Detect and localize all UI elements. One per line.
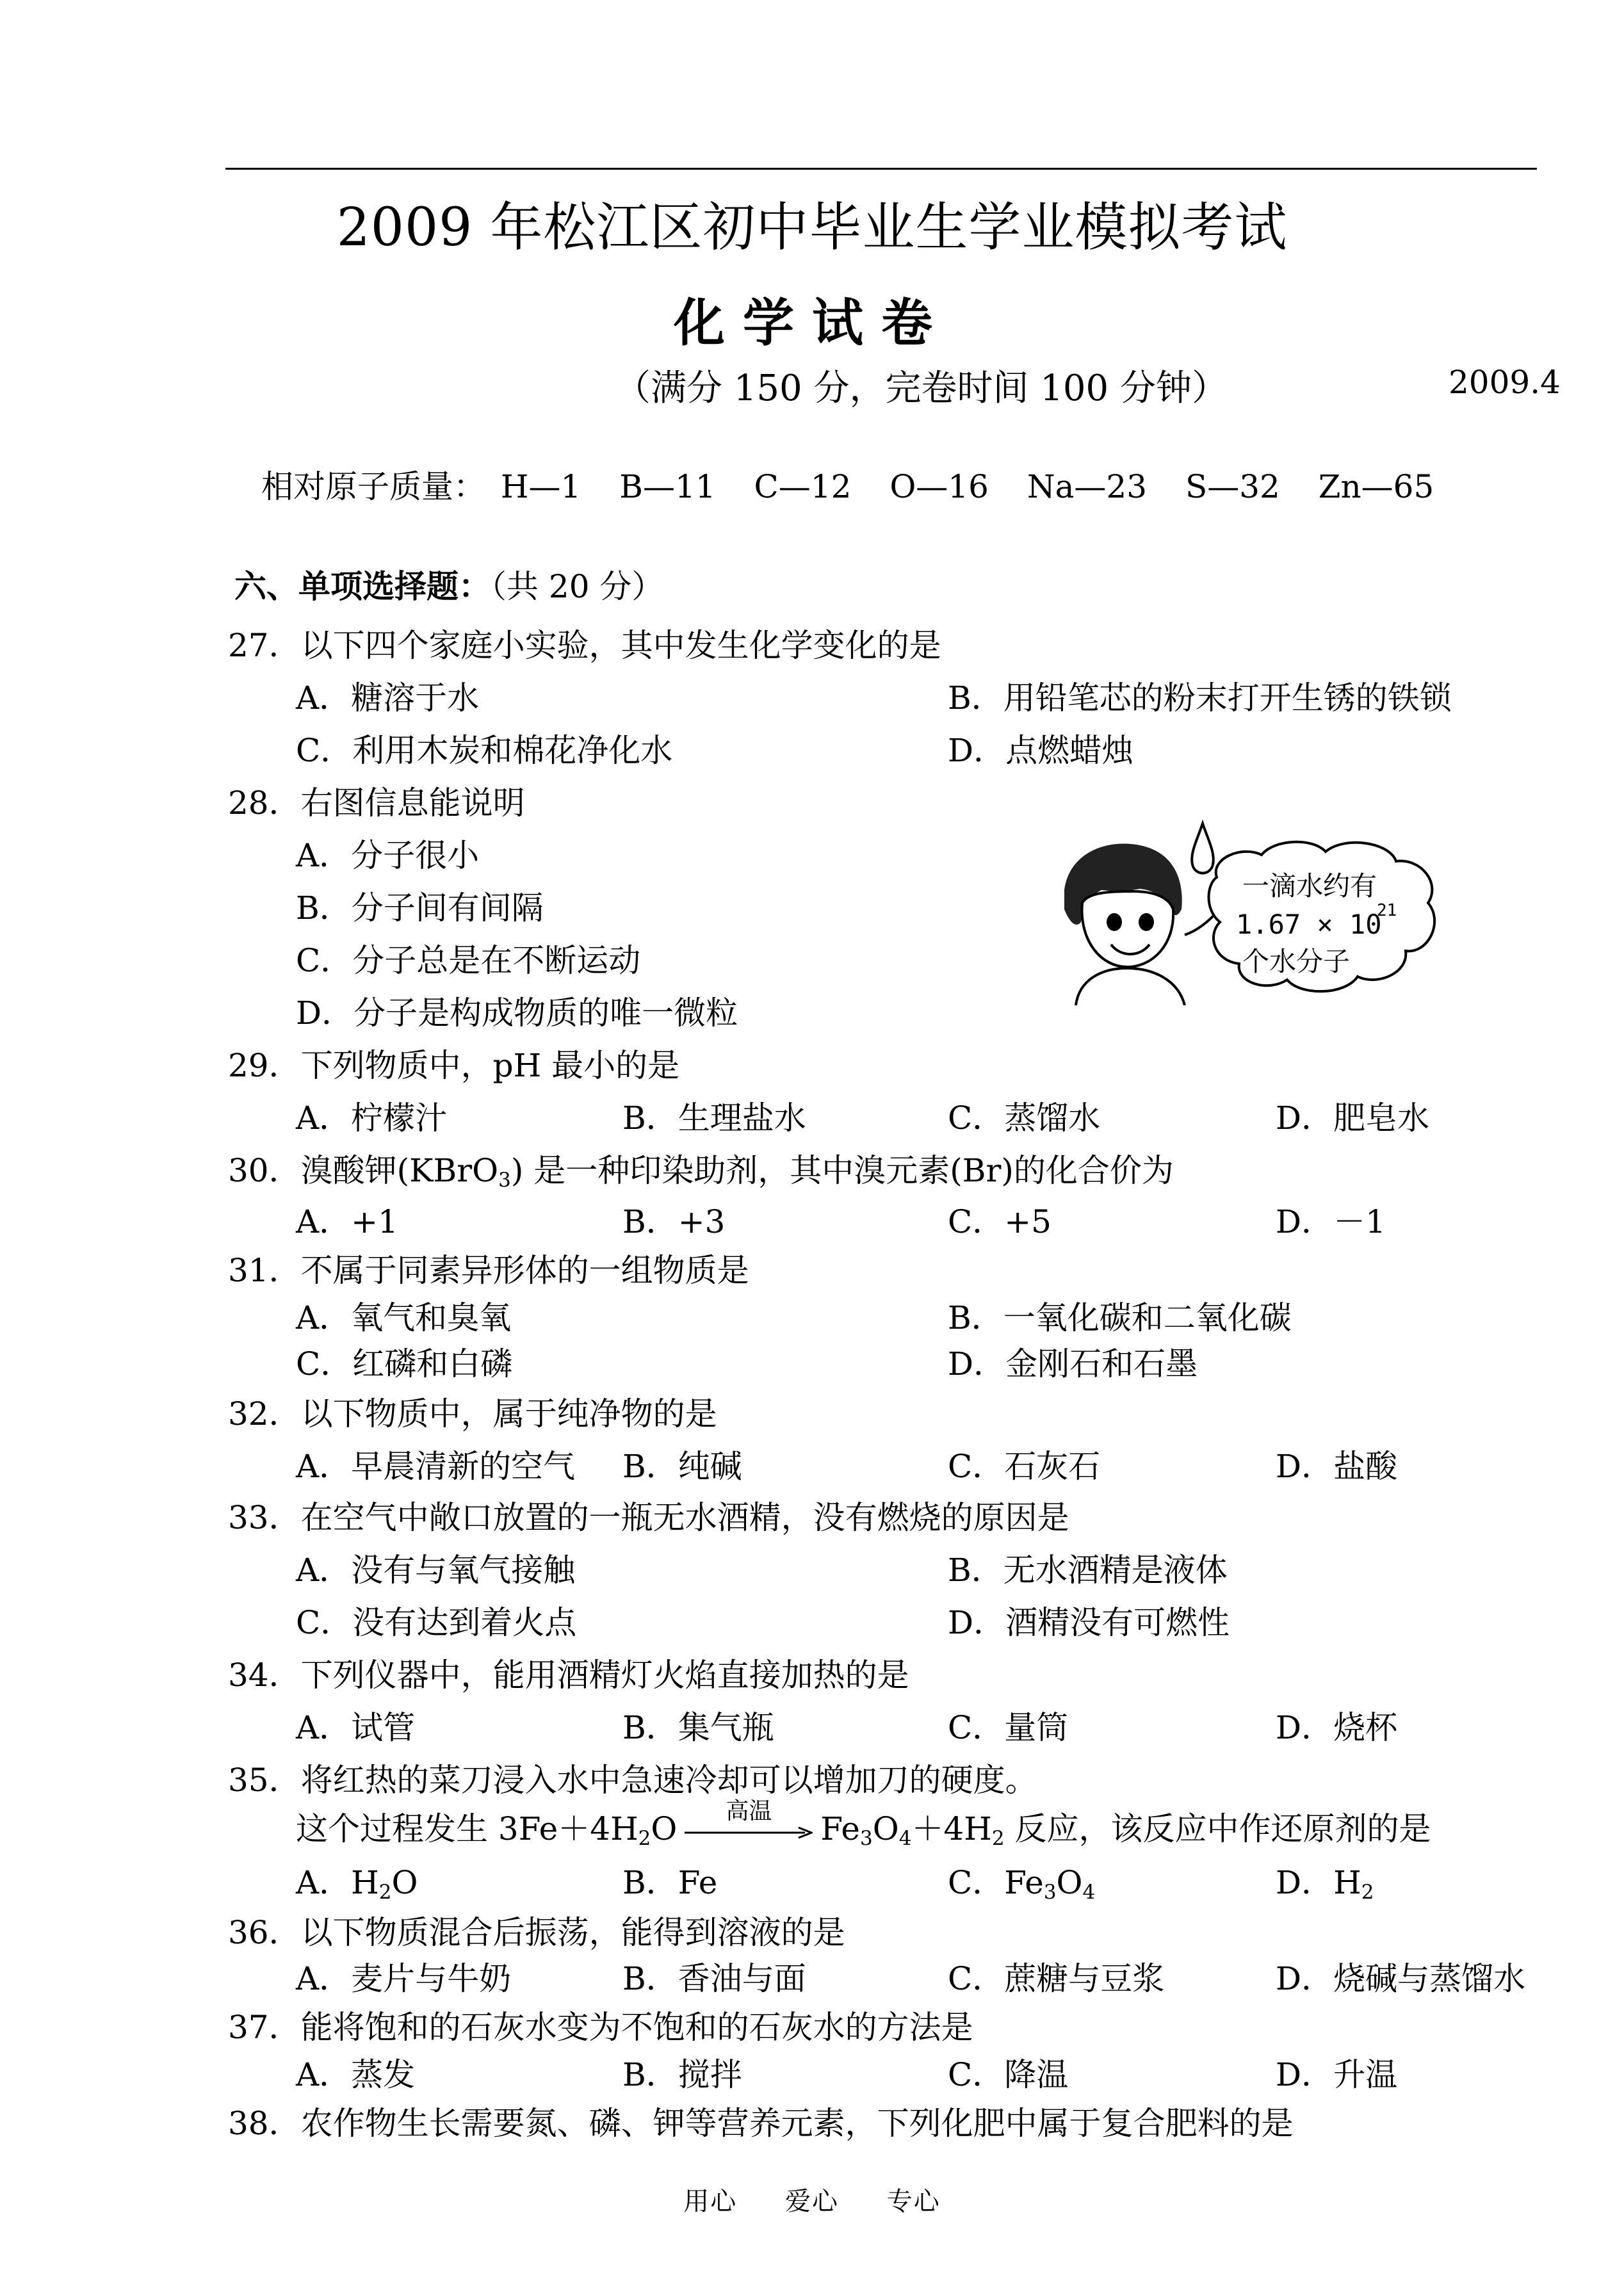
bubble-line-1: 一滴水约有 [1242,870,1377,902]
mass-item: Zn—65 [1318,468,1434,505]
q30-subscript: 3 [498,1168,511,1192]
question-32-stem: 32．以下物质中，属于纯净物的是 [228,1395,717,1432]
section-heading [234,561,663,607]
q35-eq-part: 这个过程发生 3Fe＋4H [296,1810,638,1847]
question-31-stem: 31．不属于同素异形体的一组物质是 [228,1252,749,1289]
reaction-condition: 高温 [726,1798,772,1824]
option-35-d [1276,1857,1374,1904]
option-32-c: C．石灰石 [948,1448,1101,1485]
exam-note: （满分 150 分，完卷时间 100 分钟） [615,368,1228,409]
q35-eq-part: Fe [820,1810,860,1847]
option-27-d: D．点燃蜡烛 [948,732,1134,769]
footer-word: 专心 [886,2187,941,2216]
mass-item: C—12 [754,468,852,505]
exam-date: 2009.4 [1449,364,1561,401]
mass-item: Na—23 [1027,468,1148,505]
reaction-arrow [685,1798,813,1844]
option-28-a: A．分子很小 [296,837,480,874]
question-38-stem: 38．农作物生长需要氮、磷、钾等营养元素，下列化肥中属于复合肥料的是 [228,2105,1294,2142]
option-33-a: A．没有与氧气接触 [296,1552,576,1589]
option-text: C．Fe [948,1864,1044,1901]
atomic-masses [261,461,1462,507]
footer-word: 爱心 [785,2187,839,2216]
option-28-c: C．分子总是在不断运动 [296,942,641,979]
exam-title: 2009 年松江区初中毕业生学业模拟考试 [336,197,1288,258]
question-29-stem: 29．下列物质中，pH 最小的是 [228,1047,680,1084]
option-29-a: A．柠檬汁 [296,1099,448,1137]
mass-item: B—11 [619,468,716,505]
option-sub: 2 [1361,1880,1374,1904]
mass-item: S—32 [1185,468,1280,505]
option-text: O [391,1864,418,1901]
q35-eq-sub: 4 [898,1826,912,1850]
q35-eq-sub: 2 [991,1826,1005,1850]
question-27-stem: 27．以下四个家庭小实验，其中发生化学变化的是 [228,627,941,664]
section-title: 六、单项选择题： [234,568,491,605]
footer-word: 用心 [683,2187,738,2216]
q35-eq-part: O [651,1810,678,1847]
q30-stem-part: ) 是一种印染助剂，其中溴元素(Br)的化合价为 [510,1152,1174,1189]
option-32-a: A．早晨清新的空气 [296,1448,576,1485]
question-35-equation [296,1798,1431,1850]
option-37-d: D．升温 [1276,2056,1398,2093]
option-33-b: B．无水酒精是液体 [948,1552,1228,1589]
option-30-c: C．+5 [948,1203,1052,1240]
option-30-d: D．－1 [1276,1203,1386,1240]
option-36-a: A．麦片与牛奶 [296,1960,512,1997]
option-28-d: D．分子是构成物质的唯一微粒 [296,994,738,1032]
mass-item: O—16 [889,468,989,505]
option-35-b: B．Fe [622,1864,718,1901]
option-37-a: A．蒸发 [296,2056,416,2093]
option-text: D．H [1276,1864,1361,1901]
option-29-c: C．蒸馏水 [948,1099,1101,1137]
option-34-c: C．量筒 [948,1709,1069,1746]
option-27-a: A．糖溶于水 [296,679,480,717]
option-33-d: D．酒精没有可燃性 [948,1604,1230,1641]
header-rule [225,168,1537,170]
page-footer [0,2181,1624,2218]
option-37-b: B．搅拌 [622,2056,742,2093]
option-sub: 3 [1043,1880,1057,1904]
option-32-b: B．纯碱 [622,1448,742,1485]
q35-eq-part: O [872,1810,899,1847]
bubble-line-2: 1.67 × 10 [1236,909,1382,940]
section-note: （共 20 分） [491,568,664,605]
option-sub: 4 [1082,1880,1096,1904]
water-molecule-cartoon [1050,820,1447,1005]
atomic-masses-label: 相对原子质量： [261,468,485,505]
option-27-b: B．用铅笔芯的粉末打开生锈的铁锁 [948,679,1452,717]
option-text: A．H [296,1864,379,1901]
option-34-b: B．集气瓶 [622,1709,774,1746]
option-36-d: D．烧碱与蒸馏水 [1276,1960,1526,1997]
bubble-line-3: 个水分子 [1242,946,1351,977]
option-29-b: B．生理盐水 [622,1099,806,1137]
mass-item: H—1 [500,468,581,505]
question-30-stem [228,1145,1174,1192]
option-31-c: C．红磷和白磷 [296,1345,513,1383]
option-text: O [1056,1864,1083,1901]
question-34-stem: 34．下列仪器中，能用酒精灯火焰直接加热的是 [228,1657,909,1694]
option-33-c: C．没有达到着火点 [296,1604,577,1641]
q35-eq-sub: 3 [859,1826,873,1850]
question-33-stem: 33．在空气中敞口放置的一瓶无水酒精，没有燃烧的原因是 [228,1499,1069,1536]
option-30-b: B．+3 [622,1203,726,1240]
option-sub: 2 [378,1880,392,1904]
arrow-icon [685,1826,813,1839]
option-27-c: C．利用木炭和棉花净化水 [296,732,673,769]
question-36-stem: 36．以下物质混合后振荡，能得到溶液的是 [228,1914,845,1951]
option-35-c [948,1857,1095,1904]
question-37-stem: 37．能将饱和的石灰水变为不饱和的石灰水的方法是 [228,2009,973,2046]
option-31-b: B．一氧化碳和二氧化碳 [948,1299,1292,1336]
q35-eq-sub: 2 [638,1826,651,1850]
option-28-b: B．分子间有间隔 [296,889,544,927]
option-30-a: A．+1 [296,1203,398,1240]
option-29-d: D．肥皂水 [1276,1099,1430,1137]
q35-eq-part: 反应，该反应中作还原剂的是 [1004,1810,1431,1847]
option-36-c: C．蔗糖与豆浆 [948,1960,1165,1997]
option-31-d: D．金刚石和石墨 [948,1345,1198,1383]
q35-eq-part: ＋4H [911,1810,992,1847]
cartoon-girl-illustration [1050,820,1447,1005]
q30-stem-part: 30．溴酸钾(KBrO [228,1152,499,1189]
option-31-a: A．氧气和臭氧 [296,1299,512,1336]
option-32-d: D．盐酸 [1276,1448,1398,1485]
question-35-stem: 35．将红热的菜刀浸入水中急速冷却可以增加刀的硬度。 [228,1762,1037,1799]
bubble-exponent: 21 [1377,901,1397,920]
option-34-d: D．烧杯 [1276,1709,1398,1746]
option-36-b: B．香油与面 [622,1960,806,1997]
subject-title: 化学试卷 [674,293,950,353]
option-34-a: A．试管 [296,1709,416,1746]
question-28-stem: 28．右图信息能说明 [228,784,525,822]
option-37-c: C．降温 [948,2056,1069,2093]
option-35-a [296,1857,418,1904]
